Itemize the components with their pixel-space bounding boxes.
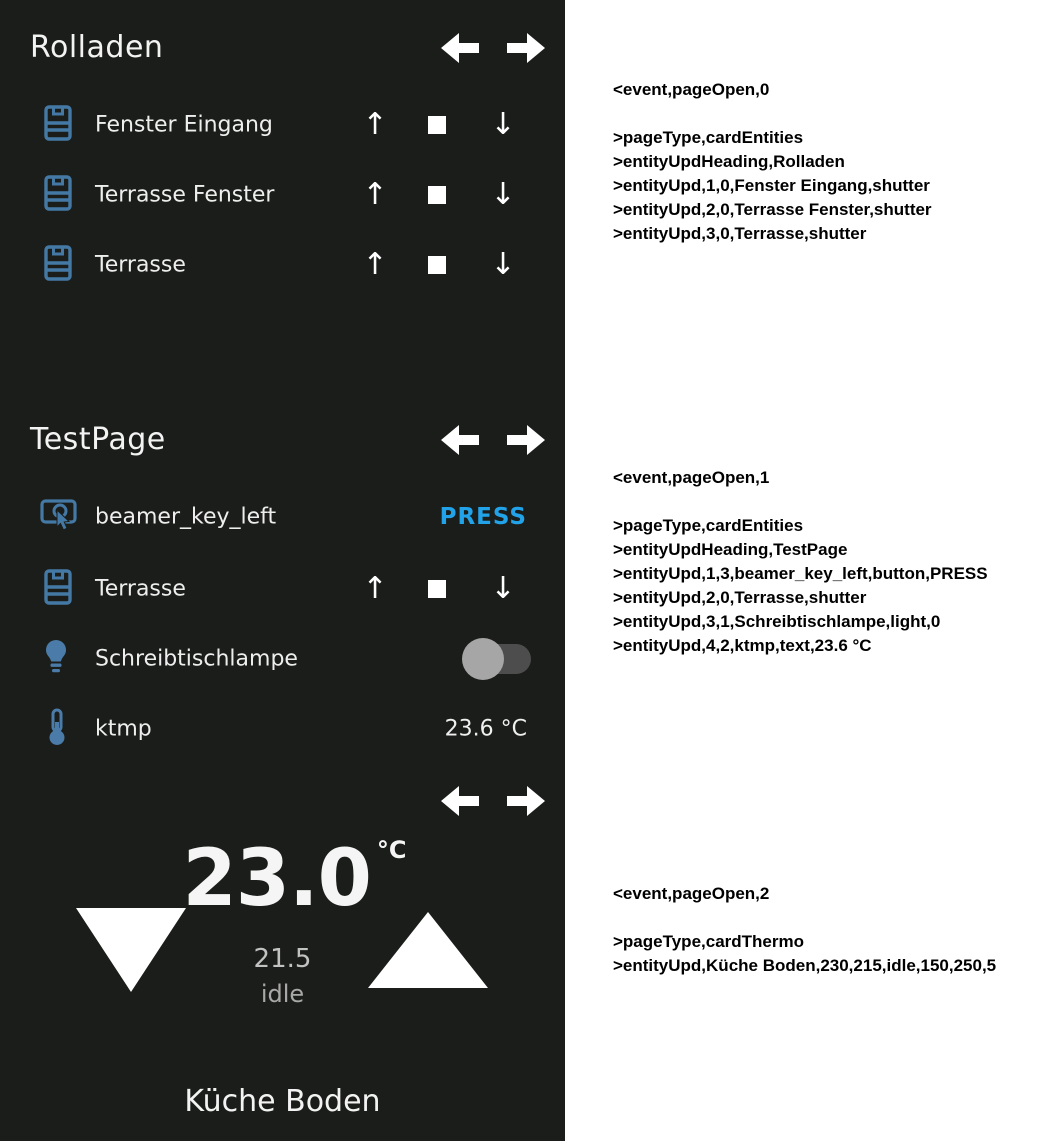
shutter-icon — [44, 174, 72, 216]
log-line: >entityUpdHeading,TestPage — [613, 540, 848, 559]
nav-left-arrow-icon[interactable] — [441, 784, 479, 818]
nav-left-arrow-icon[interactable] — [441, 31, 479, 65]
entity-row-terrasse — [0, 230, 565, 300]
log-line: >entityUpd,Küche Boden,230,215,idle,150,250,5 — [613, 956, 997, 975]
nav-left-arrow-icon[interactable] — [441, 423, 479, 457]
toggle-knob — [462, 638, 504, 680]
log-line: >pageType,cardThermo — [613, 932, 804, 951]
entity-row-schreibtischlampe — [0, 624, 565, 694]
shutter-down-button[interactable]: ↓ — [490, 247, 516, 282]
shutter-up-button[interactable]: ↑ — [362, 571, 388, 606]
shutter-stop-button[interactable] — [428, 116, 446, 134]
thermostat-title: Küche Boden — [184, 1084, 381, 1119]
log-gap — [613, 906, 996, 930]
shutter-down-button[interactable]: ↓ — [490, 177, 516, 212]
log-event-line: <event,pageOpen,1 — [613, 468, 770, 487]
temperature-unit: °C — [376, 836, 407, 864]
thermostat-state: idle — [260, 980, 305, 1008]
nav-right-arrow-icon[interactable] — [507, 31, 545, 65]
nav-right-arrow-icon[interactable] — [507, 784, 545, 818]
log-block-page0 — [613, 78, 932, 246]
shutter-stop-button[interactable] — [428, 580, 446, 598]
log-line: >entityUpdHeading,Rolladen — [613, 152, 845, 171]
shutter-up-button[interactable]: ↑ — [362, 177, 388, 212]
log-line: >pageType,cardEntities — [613, 128, 804, 147]
page-nav — [441, 784, 545, 818]
press-button[interactable]: PRESS — [439, 504, 527, 530]
shutter-icon — [44, 568, 72, 610]
current-temperature-value: 23.0 — [182, 834, 371, 924]
page-nav — [441, 423, 545, 457]
shutter-down-button[interactable]: ↓ — [490, 107, 516, 142]
log-line: >entityUpd,4,2,ktmp,text,23.6 °C — [613, 636, 872, 655]
light-bulb-icon — [43, 638, 69, 680]
shutter-stop-button[interactable] — [428, 256, 446, 274]
log-event-line: <event,pageOpen,0 — [613, 80, 770, 99]
log-block-page1 — [613, 466, 988, 658]
entity-row-beamer-key-left — [0, 482, 565, 552]
entity-label: ktmp — [95, 716, 152, 742]
entity-label: Terrasse Fenster — [95, 182, 275, 208]
log-line: >entityUpd,3,1,Schreibtischlampe,light,0 — [613, 612, 941, 631]
page-title-rolladen: Rolladen — [30, 30, 164, 65]
shutter-icon — [44, 244, 72, 286]
shutter-up-button[interactable]: ↑ — [362, 107, 388, 142]
log-line: >entityUpd,3,0,Terrasse,shutter — [613, 224, 867, 243]
log-gap — [613, 490, 988, 514]
gesture-tap-button-icon — [40, 497, 78, 537]
entity-label: Schreibtischlampe — [95, 646, 298, 672]
page-nav — [441, 31, 545, 65]
entity-label: Terrasse — [95, 252, 186, 278]
log-line: >entityUpd,2,0,Terrasse,shutter — [613, 588, 867, 607]
entity-row-terrasse-2 — [0, 554, 565, 624]
nav-right-arrow-icon[interactable] — [507, 423, 545, 457]
log-block-page2 — [613, 882, 996, 978]
log-gap — [613, 102, 932, 126]
light-toggle-switch[interactable] — [467, 644, 531, 674]
entity-row-ktmp — [0, 694, 565, 764]
entity-label: beamer_key_left — [95, 504, 277, 530]
shutter-icon — [44, 104, 72, 146]
page-title-testpage: TestPage — [30, 422, 166, 457]
entity-row-terrasse-fenster — [0, 160, 565, 230]
thermometer-icon — [48, 708, 66, 750]
log-line: >entityUpd,1,0,Fenster Eingang,shutter — [613, 176, 930, 195]
log-line: >pageType,cardEntities — [613, 516, 804, 535]
entity-label: Fenster Eingang — [95, 112, 273, 138]
log-line: >entityUpd,1,3,beamer_key_left,button,PRESS — [613, 564, 988, 583]
current-temperature — [12, 834, 577, 924]
card-rolladen-header — [30, 30, 545, 65]
log-event-line: <event,pageOpen,2 — [613, 884, 770, 903]
entity-label: Terrasse — [95, 576, 186, 602]
entity-row-fenster-eingang — [0, 90, 565, 160]
log-line: >entityUpd,2,0,Terrasse Fenster,shutter — [613, 200, 932, 219]
temperature-value: 23.6 °C — [444, 716, 527, 742]
target-temperature: 21.5 — [253, 944, 312, 974]
shutter-stop-button[interactable] — [428, 186, 446, 204]
card-testpage-header — [30, 422, 545, 457]
shutter-up-button[interactable]: ↑ — [362, 247, 388, 282]
shutter-down-button[interactable]: ↓ — [490, 571, 516, 606]
